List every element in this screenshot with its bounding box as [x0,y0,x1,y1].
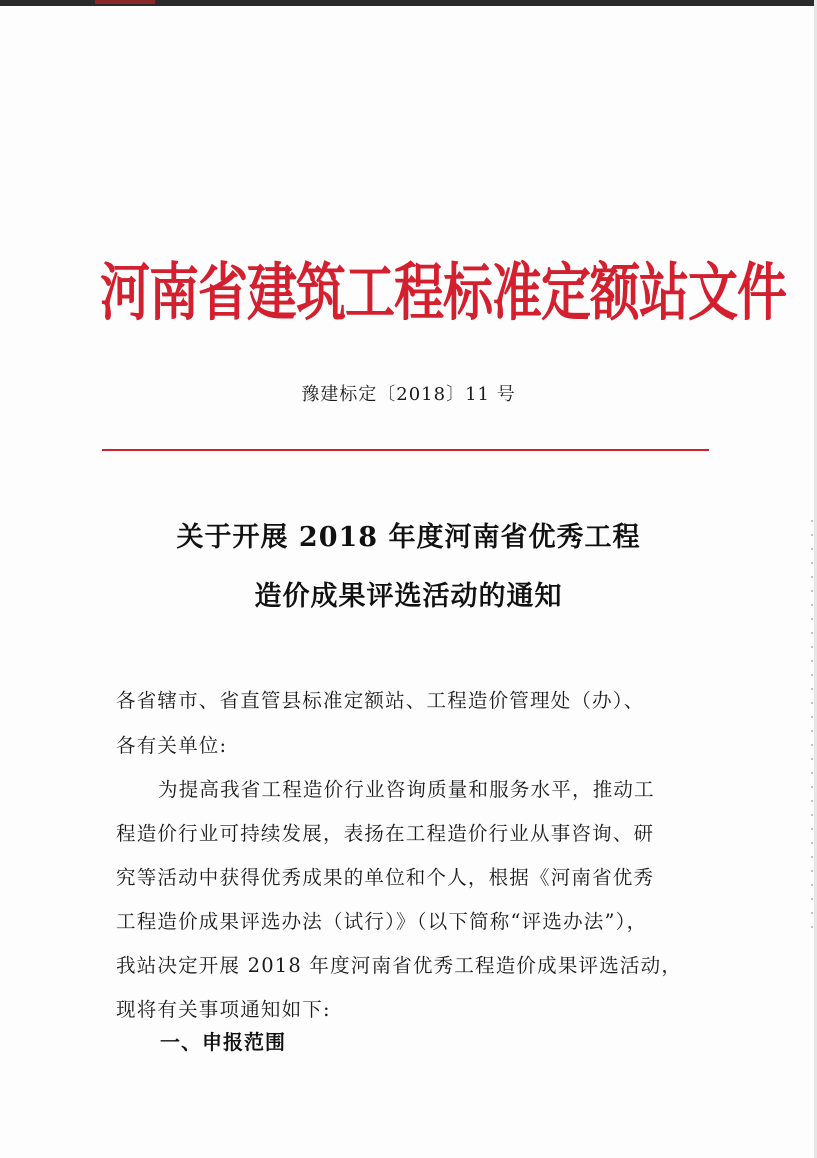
body-paragraph-line-2: 程造价行业可持续发展，表扬在工程造价行业从事咨询、研 [116,822,655,845]
body-paragraph-line-5: 我站决定开展 2018 年度河南省优秀工程造价成果评选活动， [116,954,683,977]
section-heading-scope: 一、申报范围 [160,1030,286,1054]
addressee-line-1: 各省辖市、省直管县标准定额站、工程造价管理处（办）、 [116,689,645,712]
scan-edge-ticks [811,520,813,940]
scan-edge-mark [95,0,155,4]
document-number: 豫建标定〔2018〕11 号 [301,384,516,405]
notice-title-line-1: 关于开展 2018 年度河南省优秀工程 [176,522,641,553]
body-paragraph-line-1: 为提高我省工程造价行业咨询质量和服务水平，推动工 [158,778,655,801]
body-paragraph-line-4: 工程造价成果评选办法（试行）》（以下简称“评选办法”）， [116,910,648,933]
document-masthead: 河南省建筑工程标准定额站文件 [100,256,786,329]
notice-title-line-2: 造价成果评选活动的通知 [254,581,563,612]
addressee-line-2: 各有关单位: [116,734,228,757]
body-paragraph-line-6: 现将有关事项通知如下: [116,998,331,1021]
body-paragraph-line-3: 究等活动中获得优秀成果的单位和个人，根据《河南省优秀 [116,866,655,889]
red-divider-line [102,449,709,451]
